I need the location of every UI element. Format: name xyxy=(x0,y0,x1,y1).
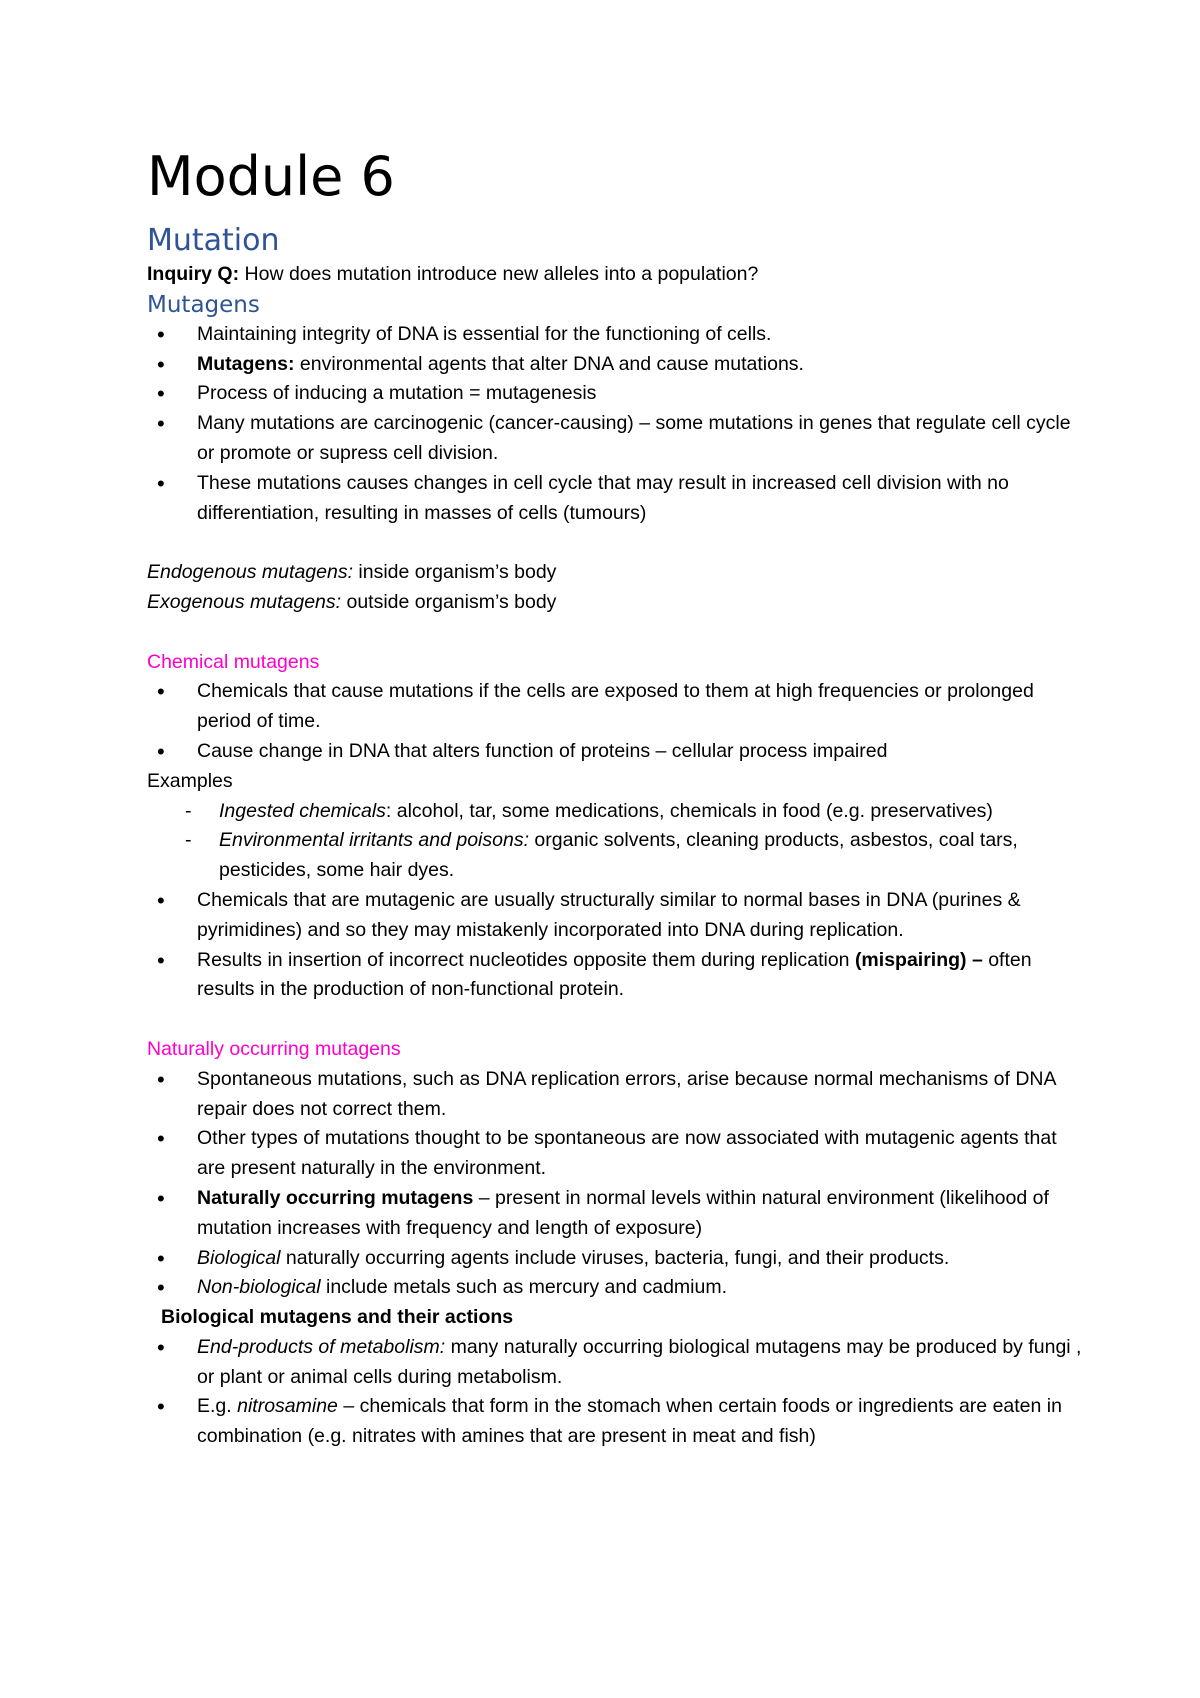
examples-list xyxy=(147,797,1087,886)
heading-naturally-occurring-mutagens: Naturally occurring mutagens xyxy=(147,1037,401,1060)
list-item: • E.g. nitrosamine – chemicals that form in the stomach when certain foods or ingredients are eaten in combination (e.g. nitrates with amines that are present in meat and fish) xyxy=(147,1392,1087,1452)
section-heading-mutation: Mutation xyxy=(147,223,280,258)
endogenous-definition: Endogenous mutagens: inside organism’s body xyxy=(147,561,557,584)
chemical-list xyxy=(147,677,1087,766)
list-item: • End-products of metabolism: many naturally occurring biological mutagens may be produced by fungi , or plant or animal cells during metabolism. xyxy=(147,1333,1087,1393)
biological-list xyxy=(147,1333,1087,1452)
heading-chemical-mutagens: Chemical mutagens xyxy=(147,650,320,673)
exogenous-definition: Exogenous mutagens: outside organism’s body xyxy=(147,590,557,613)
list-item: • These mutations causes changes in cell cycle that may result in increased cell division with no differentiation, resulting in masses of cells (tumours) xyxy=(147,469,1087,529)
list-item: • Chemicals that are mutagenic are usually structurally similar to normal bases in DNA (purines & pyrimidines) and so they may mistakenly incorporated into DNA during replication. xyxy=(147,886,1087,946)
list-item: • Other types of mutations thought to be spontaneous are now associated with mutagenic agents that are present naturally in the environment. xyxy=(147,1124,1087,1184)
document-content xyxy=(147,146,1087,1452)
inquiry-text: How does mutation introduce new alleles into a population? xyxy=(239,263,759,285)
list-item: - Environmental irritants and poisons: organic solvents, cleaning products, asbestos, coal tars, pesticides, some hair dyes. xyxy=(147,826,1087,886)
mutagens-list xyxy=(147,320,1087,529)
list-item: • Maintaining integrity of DNA is essential for the functioning of cells. xyxy=(147,320,1087,350)
examples-label: Examples xyxy=(147,769,233,792)
list-item: • Process of inducing a mutation = mutagenesis xyxy=(147,379,1087,409)
list-item: • Naturally occurring mutagens – present in normal levels within natural environment (likelihood of mutation increases with frequency and length of exposure) xyxy=(147,1184,1087,1244)
chemical-list-2 xyxy=(147,886,1087,1005)
list-item: - Ingested chemicals: alcohol, tar, some medications, chemicals in food (e.g. preservatives) xyxy=(147,797,1087,827)
page-title: Module 6 xyxy=(147,145,395,208)
inquiry-label: Inquiry Q: xyxy=(147,263,240,285)
list-item: • Chemicals that cause mutations if the cells are exposed to them at high frequencies or prolonged period of time. xyxy=(147,677,1087,737)
list-item: • Results in insertion of incorrect nucleotides opposite them during replication (mispairing) – often results in the production of non-functional protein. xyxy=(147,946,1087,1006)
list-item: • Cause change in DNA that alters function of proteins – cellular process impaired xyxy=(147,737,1087,767)
inquiry-question xyxy=(147,260,1087,290)
subheading-mutagens: Mutagens xyxy=(147,291,260,318)
list-item: • Biological naturally occurring agents include viruses, bacteria, fungi, and their products. xyxy=(147,1244,1087,1274)
list-item: • Non-biological include metals such as mercury and cadmium. xyxy=(147,1273,1087,1303)
subheading-biological-mutagens: Biological mutagens and their actions xyxy=(161,1306,514,1329)
natural-list xyxy=(147,1065,1087,1303)
list-item: • Spontaneous mutations, such as DNA replication errors, arise because normal mechanisms of DNA repair does not correct them. xyxy=(147,1065,1087,1125)
list-item: • Many mutations are carcinogenic (cancer-causing) – some mutations in genes that regulate cell cycle or promote or supress cell division. xyxy=(147,409,1087,469)
list-item: • Mutagens: environmental agents that alter DNA and cause mutations. xyxy=(147,350,1087,380)
